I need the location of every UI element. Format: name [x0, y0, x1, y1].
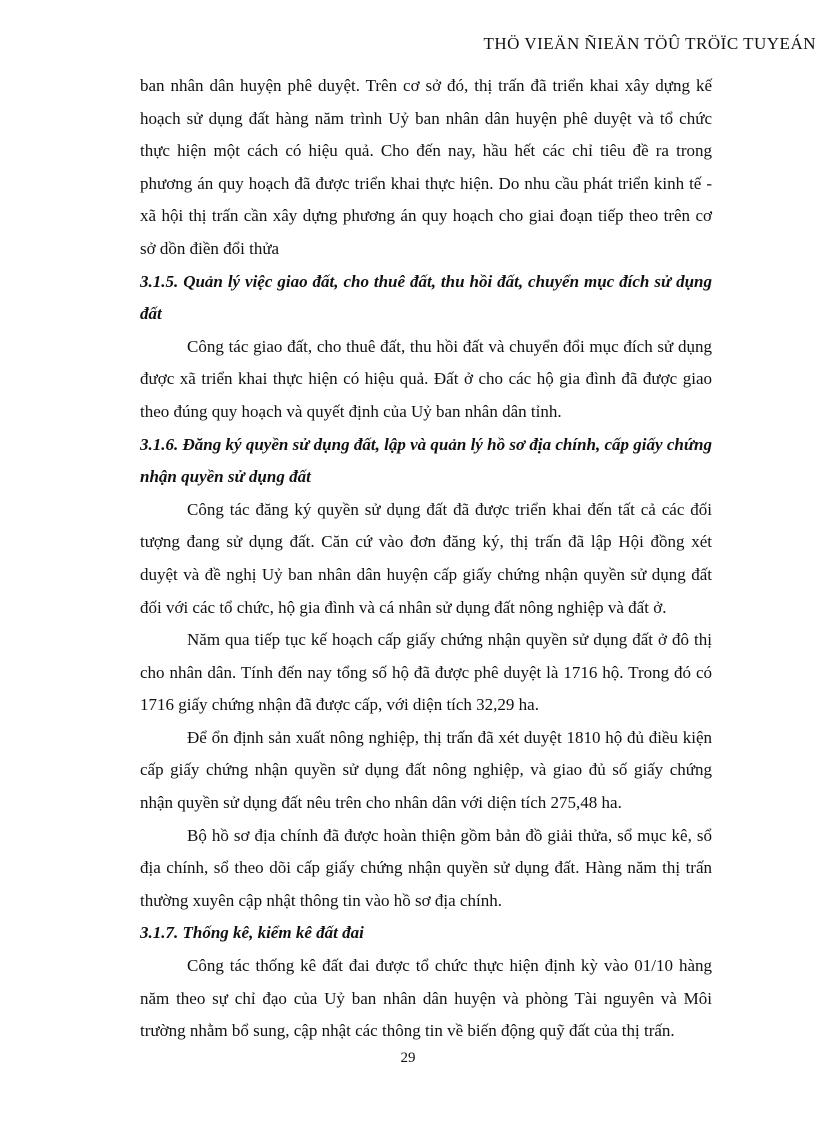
paragraph-3-1-6-cadastral-records: Bộ hồ sơ địa chính đã được hoàn thiện gồm bản đồ giải thửa, sổ mục kê, sổ địa chính, sổ theo dõi cấp giấy chứng nhận quyền sử dụng đất. Hàng năm thị trấn thường xuyên cập nhật thông tin vào hồ sơ địa chính.	[140, 825, 712, 910]
page-number: 29	[400, 1050, 416, 1066]
paragraph-3-1-5: Công tác giao đất, cho thuê đất, thu hồi đất và chuyển đổi mục đích sử dụng được xã triển khai thực hiện có hiệu quả. Đất ở cho các hộ gia đình đã được giao theo đúng quy hoạch và quyết định của Uỷ ban nhân dân tỉnh.	[140, 336, 712, 421]
running-header: THÖ VIEÄN ÑIEÄN TÖÛ TRÖÏC TUYEÁN	[483, 34, 816, 53]
paragraph-3-1-6-registration: Công tác đăng ký quyền sử dụng đất đã được triển khai đến tất cả các đối tượng đang sử dụng đất. Căn cứ vào đơn đăng ký, thị trấn đã lập Hội đồng xét duyệt và đề nghị Uỷ ban nhân dân huyện cấp giấy chứng nhận quyền sử dụng đất đối với các tổ chức, hộ gia đình và cá nhân sử dụng đất nông nghiệp và đất ở.	[140, 499, 712, 617]
paragraph-3-1-6-urban-certificates: Năm qua tiếp tục kế hoạch cấp giấy chứng nhận quyền sử dụng đất ở đô thị cho nhân dân. Tính đến nay tổng số hộ đã được phê duyệt là 1716 hộ. Trong đó có 1716 giấy chứng nhận đã được cấp, với diện tích 32,29 ha.	[140, 630, 712, 715]
page-body	[140, 70, 712, 1048]
section-heading-3-1-5: 3.1.5. Quản lý việc giao đất, cho thuê đất, thu hồi đất, chuyển mục đích sử dụng đất	[140, 271, 712, 324]
section-heading-3-1-7: 3.1.7. Thống kê, kiểm kê đất đai	[140, 923, 364, 943]
section-heading-3-1-6: 3.1.6. Đăng ký quyền sử dụng đất, lập và quản lý hồ sơ địa chính, cấp giấy chứng nhận quyền sử dụng đất	[140, 434, 712, 487]
paragraph-intro: ban nhân dân huyện phê duyệt. Trên cơ sở đó, thị trấn đã triển khai xây dựng kế hoạch sử dụng đất hàng năm trình Uỷ ban nhân dân huyện phê duyệt và tổ chức thực hiện một cách có hiệu quả. Cho đến nay, hầu hết các chỉ tiêu đề ra trong phương án quy hoạch đã được triển khai thực hiện. Do nhu cầu phát triển kinh tế - xã hội thị trấn cần xây dựng phương án quy hoạch cho giai đoạn tiếp theo trên cơ sở dồn điền đổi thửa	[140, 76, 712, 258]
paragraph-3-1-7: Công tác thống kê đất đai được tổ chức thực hiện định kỳ vào 01/10 hàng năm theo sự chỉ đạo của Uỷ ban nhân dân huyện và phòng Tài nguyên và Môi trường nhằm bổ sung, cập nhật các thông tin về biến động quỹ đất của thị trấn.	[140, 956, 712, 1041]
paragraph-3-1-6-agricultural-certificates: Để ổn định sản xuất nông nghiệp, thị trấn đã xét duyệt 1810 hộ đủ điều kiện cấp giấy chứng nhận quyền sử dụng đất nông nghiệp, và giao đủ số giấy chứng nhận quyền sử dụng đất nêu trên cho nhân dân với diện tích 275,48 ha.	[140, 727, 712, 813]
